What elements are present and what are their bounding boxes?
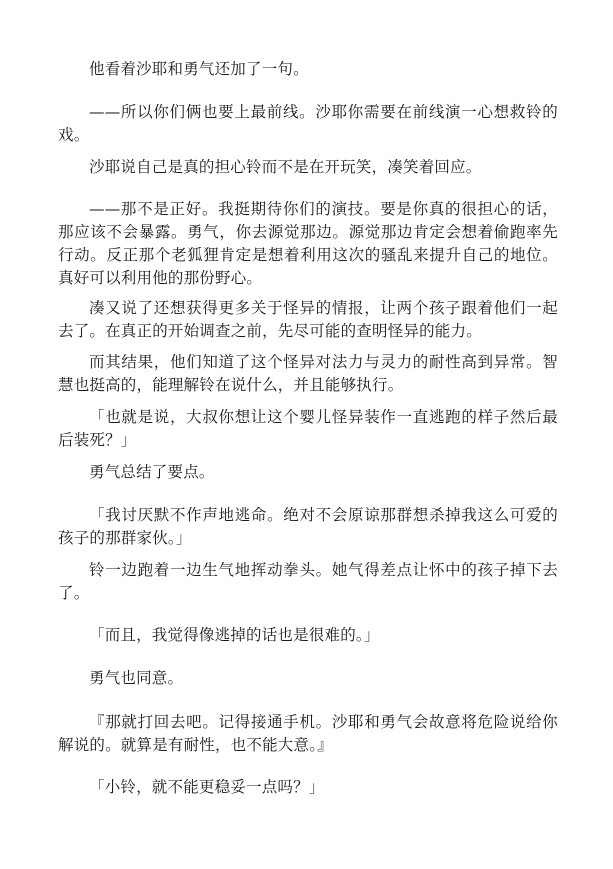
paragraph: ——所以你们俩也要上最前线。沙耶你需要在前线演一心想救铃的戏。 bbox=[58, 103, 558, 144]
paragraph: 「我讨厌默不作声地逃命。绝对不会原谅那群想杀掉我这么可爱的孩子的那群家伙。」 bbox=[58, 506, 558, 547]
paragraph: 『那就打回去吧。记得接通手机。沙耶和勇气会故意将危险说给你解说的。就算是有耐性，也不能大意。』 bbox=[58, 713, 558, 754]
paragraph: 勇气总结了要点。 bbox=[89, 463, 215, 481]
paragraph: 「小铃，就不能更稳妥一点吗？」 bbox=[89, 778, 325, 796]
paragraph: 「而且，我觉得像逃掉的话也是很难的。」 bbox=[89, 626, 380, 644]
paragraph: 凑又说了还想获得更多关于怪异的情报，让两个孩子跟着他们一起去了。在真正的开始调查之前，先尽可能的查明怪异的能力。 bbox=[58, 299, 558, 340]
paragraph: ——那不是正好。我挺期待你们的演技。要是你真的很担心的话，那应该不会暴露。勇气，你去源觉那边。源觉那边肯定会想着偷跑率先行动。反正那个老狐狸肯定是想着利用这次的骚乱来提升自己的地位。真好可以利用他的那份野心。 bbox=[58, 200, 558, 287]
paragraph: 铃一边跑着一边生气地挥动拳头。她气得差点让怀中的孩子掉下去了。 bbox=[58, 561, 558, 602]
paragraph: 他看着沙耶和勇气还加了一句。 bbox=[89, 60, 309, 78]
paragraph: 勇气也同意。 bbox=[89, 669, 184, 687]
paragraph: 「也就是说，大叔你想让这个婴儿怪异装作一直逃跑的样子然后最后装死？」 bbox=[58, 408, 558, 449]
paragraph: 而其结果，他们知道了这个怪异对法力与灵力的耐性高到异常。智慧也挺高的，能理解铃在说什么，并且能够执行。 bbox=[58, 353, 558, 394]
paragraph: 沙耶说自己是真的担心铃而不是在开玩笑，凑笑着回应。 bbox=[89, 158, 482, 176]
